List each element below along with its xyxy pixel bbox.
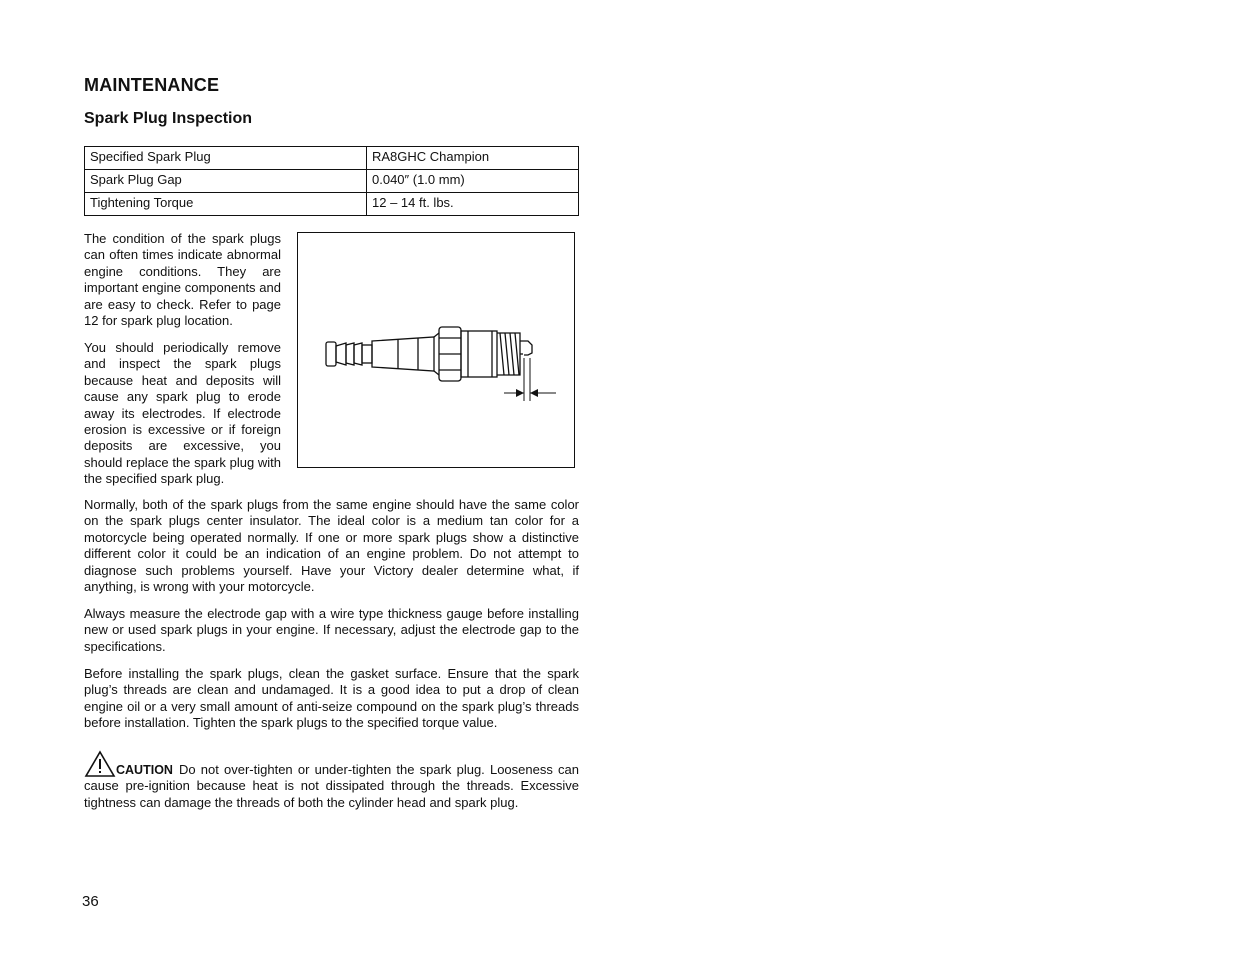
caution-text: Do not over-tighten or under-tighten the spark plug. Looseness can cause pre-ignition because heat is not dissipated through the threads. Excessive tightness can damage the threads of both the cylinder head and spark plug. <box>84 762 579 810</box>
caution-label: CAUTION <box>116 763 173 777</box>
intro-paragraph <box>84 231 281 329</box>
threads-icon <box>497 333 520 375</box>
install-paragraph <box>84 666 579 732</box>
spec-value: RA8GHC Champion <box>367 147 579 170</box>
table-row <box>85 193 579 216</box>
table-row <box>85 147 579 170</box>
paragraph-gap: Always measure the electrode gap with a wire type thickness gauge before installing new or used spark plugs in your engine. If necessary, adjust the electrode gap to the specifications. <box>84 606 579 654</box>
warning-triangle-icon <box>84 750 116 778</box>
insulator-icon <box>372 337 434 371</box>
spec-table <box>84 146 579 216</box>
paragraph-condition: The condition of the spark plugs can often times indicate abnormal engine conditions. They are important engine components and are easy to check. Refer to page 12 for spark plug location. <box>84 231 281 329</box>
page-number: 36 <box>82 893 99 910</box>
spec-label: Tightening Torque <box>85 193 367 216</box>
section-title: MAINTENANCE <box>84 75 220 95</box>
gap-paragraph <box>84 606 579 655</box>
spec-value: 12 – 14 ft. lbs. <box>367 193 579 216</box>
paragraph-install: Before installing the spark plugs, clean the gasket surface. Ensure that the spark plug’s threads are clean and undamaged. It is a good idea to put a drop of clean engine oil or a very small amount of anti-seize compound on the spark plug’s threads before installation. Tighten the spark plugs to the specified torque value. <box>84 666 579 731</box>
inspect-paragraph <box>84 340 281 488</box>
spec-value: 0.040″ (1.0 mm) <box>367 170 579 193</box>
spark-plug-illustration <box>298 233 574 467</box>
spec-label: Specified Spark Plug <box>85 147 367 170</box>
subsection-title: Spark Plug Inspection <box>84 110 253 127</box>
terminal-nut-icon <box>326 342 336 366</box>
color-paragraph <box>84 497 579 595</box>
caution-notice <box>84 750 579 811</box>
paragraph-inspect: You should periodically remove and inspect the spark plugs because heat and deposits will cause any spark plug to erode away its electrodes. If electrode erosion is excessive or if foreign deposits are excessive, you should replace the spark plug with the specified spark plug. <box>84 340 281 487</box>
gap-arrows-icon <box>516 389 538 397</box>
table-row <box>85 170 579 193</box>
paragraph-color: Normally, both of the spark plugs from the same engine should have the same color on the spark plugs center insulator. The ideal color is a medium tan color for a motorcycle being operated normally. If one or more spark plugs show a distinctive different color it could be an indication of an engine problem. Do not attempt to diagnose such problems yourself. Have your Victory dealer determine what, if anything, is wrong with your motorcycle. <box>84 497 579 595</box>
spec-label: Spark Plug Gap <box>85 170 367 193</box>
ground-electrode-icon <box>520 341 532 355</box>
spark-plug-figure <box>297 232 575 468</box>
